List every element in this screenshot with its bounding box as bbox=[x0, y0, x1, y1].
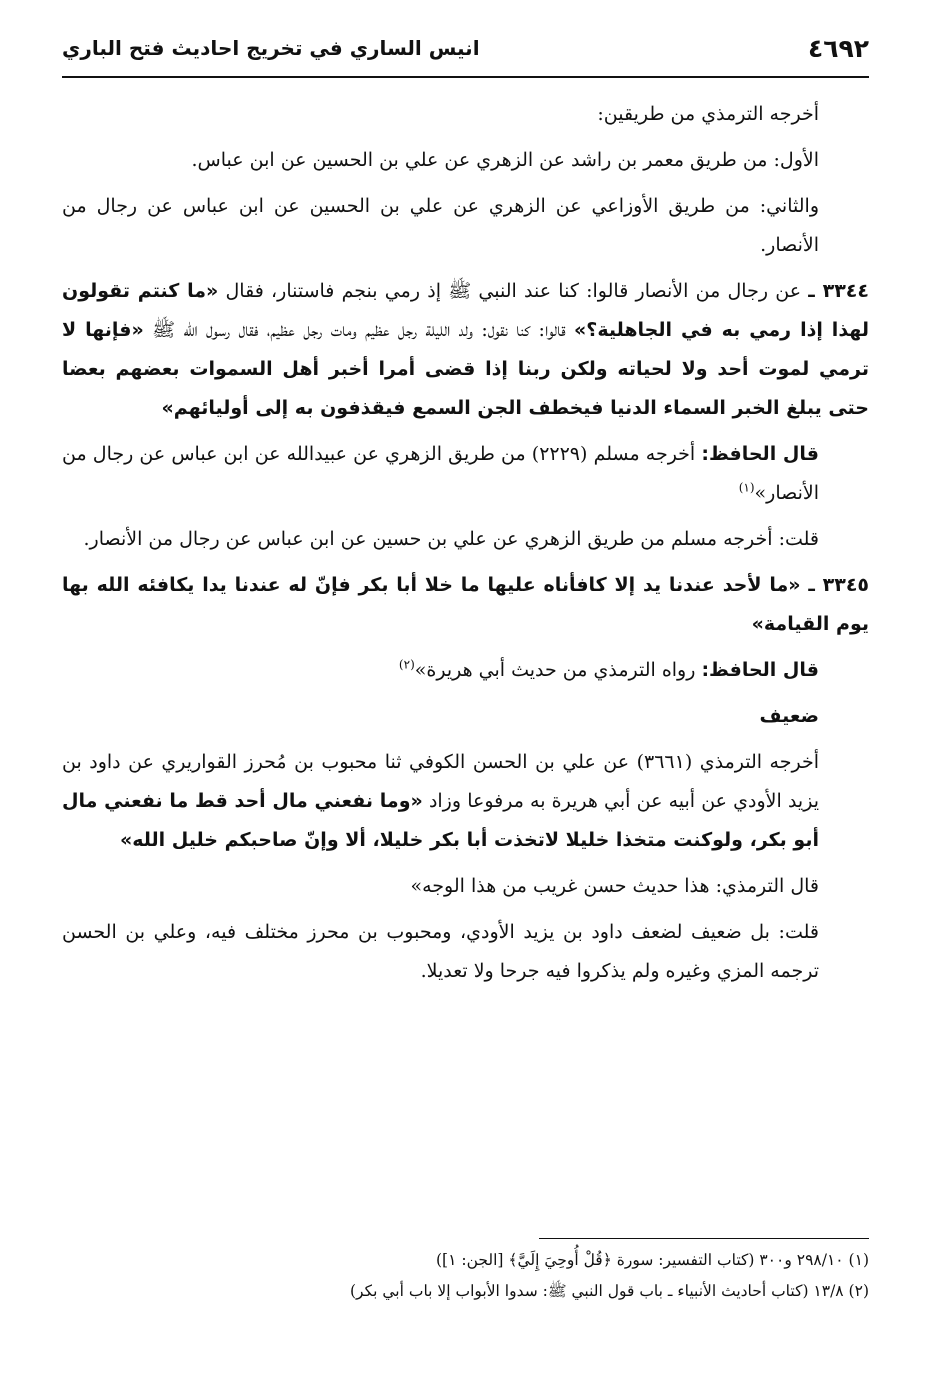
hafiz-label: قال الحافظ: bbox=[701, 443, 819, 465]
hadith-text: عن رجال من الأنصار قالوا: كنا عند النبي ﷺ إذ رمي بنجم فاستنار، فقال bbox=[218, 280, 809, 302]
footnotes bbox=[62, 1245, 869, 1307]
footnote-rule bbox=[539, 1238, 869, 1239]
footnote-ref: (٢) bbox=[398, 657, 415, 672]
hadith-quote: «ما لأحد عندنا يد إلا كافأناه عليها ما خلا أبا بكر فإنّ له عندنا يدا يكافئه الله بها يوم القيامة» bbox=[62, 574, 869, 635]
hafiz-comment bbox=[62, 435, 869, 513]
hafiz-label: قال الحافظ: bbox=[701, 659, 819, 681]
footnote-2: (٢) ١٣/٨ (كتاب أحاديث الأنبياء ـ باب قول النبي ﷺ: سدوا الأبواب إلا باب أبي بكر) bbox=[349, 1282, 869, 1300]
hafiz-text: أخرجه مسلم (٢٢٢٩) من طريق الزهري عن عبيدالله عن ابن عباس عن رجال من الأنصار» bbox=[62, 443, 819, 504]
header-rule bbox=[62, 76, 869, 78]
hafiz-comment bbox=[62, 651, 869, 690]
footnote-ref: (١) bbox=[738, 480, 755, 495]
page-body bbox=[62, 95, 869, 998]
takhrij-text: أخرجه الترمذي (٣٦٦١) عن علي بن الحسن الكوفي ثنا محبوب بن مُحرز القواريري عن داود بن يزيد الأودي عن أبيه عن أبي هريرة به مرفوعا وزاد bbox=[62, 751, 819, 812]
hadith-3344 bbox=[62, 272, 869, 428]
paragraph-second-route: والثاني: من طريق الأوزاعي عن الزهري عن علي بن الحسين عن ابن عباس عن رجال من الأنصار. bbox=[62, 195, 819, 256]
running-title: انيس الساري في تخريج احاديث فتح الباري bbox=[62, 36, 480, 60]
page-number: ٤٦٩٢ bbox=[807, 34, 869, 63]
hafiz-text: رواه الترمذي من حديث أبي هريرة» bbox=[414, 659, 702, 681]
grade-label: ضعيف bbox=[759, 705, 819, 727]
hadith-number: ٣٣٤٤ ـ bbox=[808, 280, 869, 302]
paragraph-first-route: الأول: من طريق معمر بن راشد عن الزهري عن علي بن الحسين عن ابن عباس. bbox=[191, 149, 819, 171]
takhrij-quote: «وما نفعني مال أحد قط ما نفعني مال أبو بكر، ولوكنت متخذا خليلا لاتخذت أبا بكر خليلا، ألا وإنّ صاحبكم خليل الله» bbox=[62, 790, 819, 851]
paragraph-intro: أخرجه الترمذي من طريقين: bbox=[597, 103, 819, 125]
qultu-comment: قلت: أخرجه مسلم من طريق الزهري عن علي بن حسين عن ابن عباس عن رجال من الأنصار. bbox=[83, 528, 819, 550]
tirmidhi-comment: قال الترمذي: هذا حديث حسن غريب من هذا الوجه» bbox=[410, 875, 819, 897]
page-header bbox=[62, 34, 869, 74]
qultu-comment-2: قلت: بل ضعيف لضعف داود بن يزيد الأودي، ومحبوب بن محرز مختلف فيه، وعلي بن الحسن ترجمه المزي وغيره ولم يذكروا فيه جرحا ولا تعديلا. bbox=[62, 921, 819, 982]
footnote-1: (١) ٢٩٨/١٠ و٣٠٠ (كتاب التفسير: سورة ﴿قُلْ أُوحِيَ إِلَيَّ﴾ [الجن: ١]) bbox=[436, 1251, 869, 1269]
hadith-number: ٣٣٤٥ ـ bbox=[808, 574, 870, 596]
hadith-3345 bbox=[62, 566, 869, 644]
hadith-quote: «ما كنتم تقولون لهذا إذا رمي به في الجاهلية؟» bbox=[62, 280, 869, 341]
hadith-quote: «فإنها لا ترمي لموت أحد ولا لحياته ولكن ربنا إذا قضى أمرا أخبر أهل السموات بعضهم بعضا حتى يبلغ الخبر السماء الدنيا فيخطف الجن السمع فيقذفون به إلى أوليائهم» bbox=[62, 319, 869, 419]
takhrij-paragraph bbox=[62, 743, 869, 860]
hadith-text: قالوا: كنا نقول: ولد الليلة رجل عظيم ومات رجل عظيم، فقال رسول الله ﷺ bbox=[143, 319, 575, 341]
